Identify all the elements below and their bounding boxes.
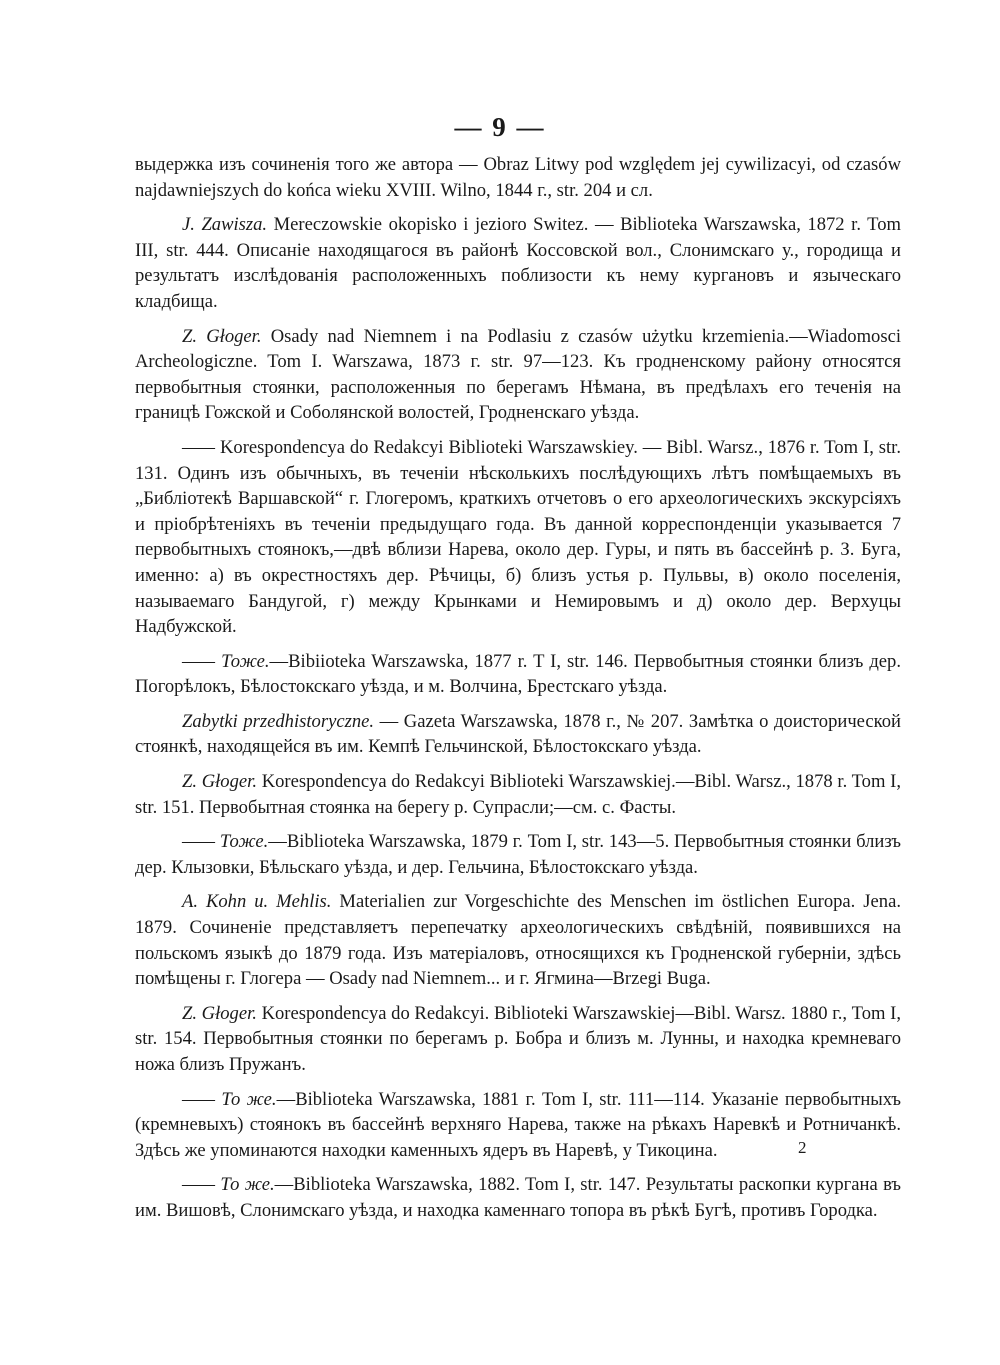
entry-text: —Biblioteka Warszawska, 1882. Tom I, str. 147. Результаты раскопки кургана въ им. Вишовѣ, Слонимскаго уѣзда, и находка каменнаго топора въ рѣкѣ Бугѣ, противъ Городка. — [135, 1174, 902, 1221]
bibliography-entry — [135, 769, 901, 820]
entry-text: —Biblioteka Warszawska, 1881 г. Tom I, str. 111—114. Указаніе первобытныхъ (кремневыхъ) стоянокъ въ бассейнѣ верхняго Нарева, также на рѣкахъ Наревкѣ и Ротничанкѣ. Здѣсь же упоминаются находки каменныхъ ядеръ въ Наревѣ, у Тикоцина. — [135, 1088, 901, 1161]
entry-author: Zabytki przedhistoryczne. — [182, 710, 375, 732]
bibliography-entry — [135, 649, 901, 700]
bibliography-entry — [135, 1172, 901, 1223]
entry-author: —— То же. — [182, 1088, 277, 1110]
bibliography-entry — [135, 829, 901, 880]
entry-author: —— Тоже. — [182, 831, 269, 853]
entry-text: —Biblioteka Warszawska, 1879 г. Tom I, str. 143—5. Первобытныя стоянки близъ дер. Клызовки, Бѣльскаго уѣзда, и дер. Гельчина, Бѣлостокскаго уѣзда. — [135, 831, 901, 878]
entry-text: Osady nad Niemnem i na Podlasiu z czasów użytku krzemienia.—Wiadomosci Archeologiczne. Tom I. Warszawa, 1873 г. str. 97—123. Къ гродненскому району относятся первобытныя стоянки, расположенныя по берегамъ Нѣмана, въ предѣлахъ его теченія на границѣ Гожской и Соболянской волостей, Гродненскаго уѣзда. — [135, 325, 901, 424]
entry-author: —— То же. — [182, 1174, 275, 1196]
entry-author: —— — [182, 436, 216, 458]
bibliography-entry — [135, 212, 901, 314]
bibliography-entry — [135, 435, 901, 640]
entry-text: Mereczowskie okopisko i jezioro Switez. — Biblioteka Warszawska, 1872 r. Tom III, str. 444. Описаніе находящагося въ районѣ Коссовской вол., Слонимскаго у., городища и результатъ изслѣдованія расположенныхъ поблизости къ нему кургановъ и языческаго кладбища. — [135, 214, 901, 312]
page-number: — 9 — — [454, 112, 546, 142]
printer-signature: 2 — [798, 1138, 807, 1157]
bibliography-entry — [135, 889, 901, 991]
bibliography-list — [135, 152, 901, 1233]
entry-author: Z. Głoger. — [182, 1002, 257, 1024]
bibliography-entry — [135, 152, 901, 203]
entry-text: Materialien zur Vorgeschichte des Menschen im östlichen Europa. Jena. 1879. Сочиненіе представляетъ перепечатку археологическихъ свѣдѣній, появившихся на польскомъ языкѣ до 1879 года. Изъ матеріаловъ, относящихся къ Гродненской губерніи, здѣсь помѣщены г. Глогера — Osady nad Niemnem... и г. Ягмина—Brzegi Buga. — [135, 891, 901, 990]
entry-text: Korespondencya do Redakcyi. Biblioteki Warszawskiej—Bibl. Warsz. 1880 г., Tom I, str. 154. Первобытныя стоянки по берегамъ р. Бобра и близъ м. Лунны, и находка кремневаго ножа близъ Пружанъ. — [135, 1002, 901, 1075]
entry-author: —— Тоже. — [182, 650, 270, 672]
bibliography-entry — [135, 1001, 901, 1078]
entry-text: выдержка изъ сочиненія того же автора — Obraz Litwy pod względem jej cywilizacyi, od czasów najdawniejszych do końca wieku XVIII. Wilno, 1844 г., str. 204 и сл. — [135, 154, 901, 201]
entry-author: Z. Głoger. — [182, 771, 257, 793]
entry-author: Z. Głoger. — [182, 325, 262, 347]
bibliography-entry — [135, 709, 901, 760]
entry-text: —Bibiioteka Warszawska, 1877 r. T I, str. 146. Первобытныя стоянки близъ дер. Погорѣлокъ, Бѣлостокскаго уѣзда, и м. Волчина, Брестскаго уѣзда. — [135, 650, 901, 698]
bibliography-entry — [135, 1087, 901, 1164]
entry-text: Korespondencya do Redakcyi Biblioteki Warszawskiej.—Bibl. Warsz., 1878 r. Tom I, str. 151. Первобытная стоянка на берегу р. Супрасли;—см. с. Фасты. — [135, 771, 901, 818]
bibliography-entry — [135, 324, 901, 426]
entry-text: — Gazeta Warszawska, 1878 г., № 207. Замѣтка о доисторической стоянкѣ, находящейся въ им. Кемпѣ Гельчинской, Бѣлостокскаго уѣзда. — [135, 710, 901, 758]
entry-author: J. Zawisza. — [182, 214, 268, 236]
entry-author: A. Kohn u. Mehlis. — [182, 891, 332, 913]
entry-text: Korespondencya do Redakcyi Biblioteki Warszawskiey. — Bibl. Warsz., 1876 r. Tom I, str. 131. Одинъ изъ обычныхъ, въ теченіи нѣсколькихъ послѣдующихъ лѣтъ помѣщаемыхъ въ „Библіотекѣ Варшавской“ г. Глогеромъ, краткихъ отчетовъ о его археологическихъ экскурсіяхъ и пріобрѣтеніяхъ въ теченіи предыдущаго года. Въ данной корреспонденціи указывается 7 первобытныхъ стоянокъ,—двѣ вблизи Нарева, около дер. Гуры, и пять въ бассейнѣ р. З. Буга, именно: а) въ окрестностяхъ дер. Рѣчицы, б) близъ устья р. Пульвы, в) около поселенія, называемаго Бандугой, г) между Крынками и Немировымъ и д) около дер. Верхуцы Надбужской. — [135, 436, 901, 638]
